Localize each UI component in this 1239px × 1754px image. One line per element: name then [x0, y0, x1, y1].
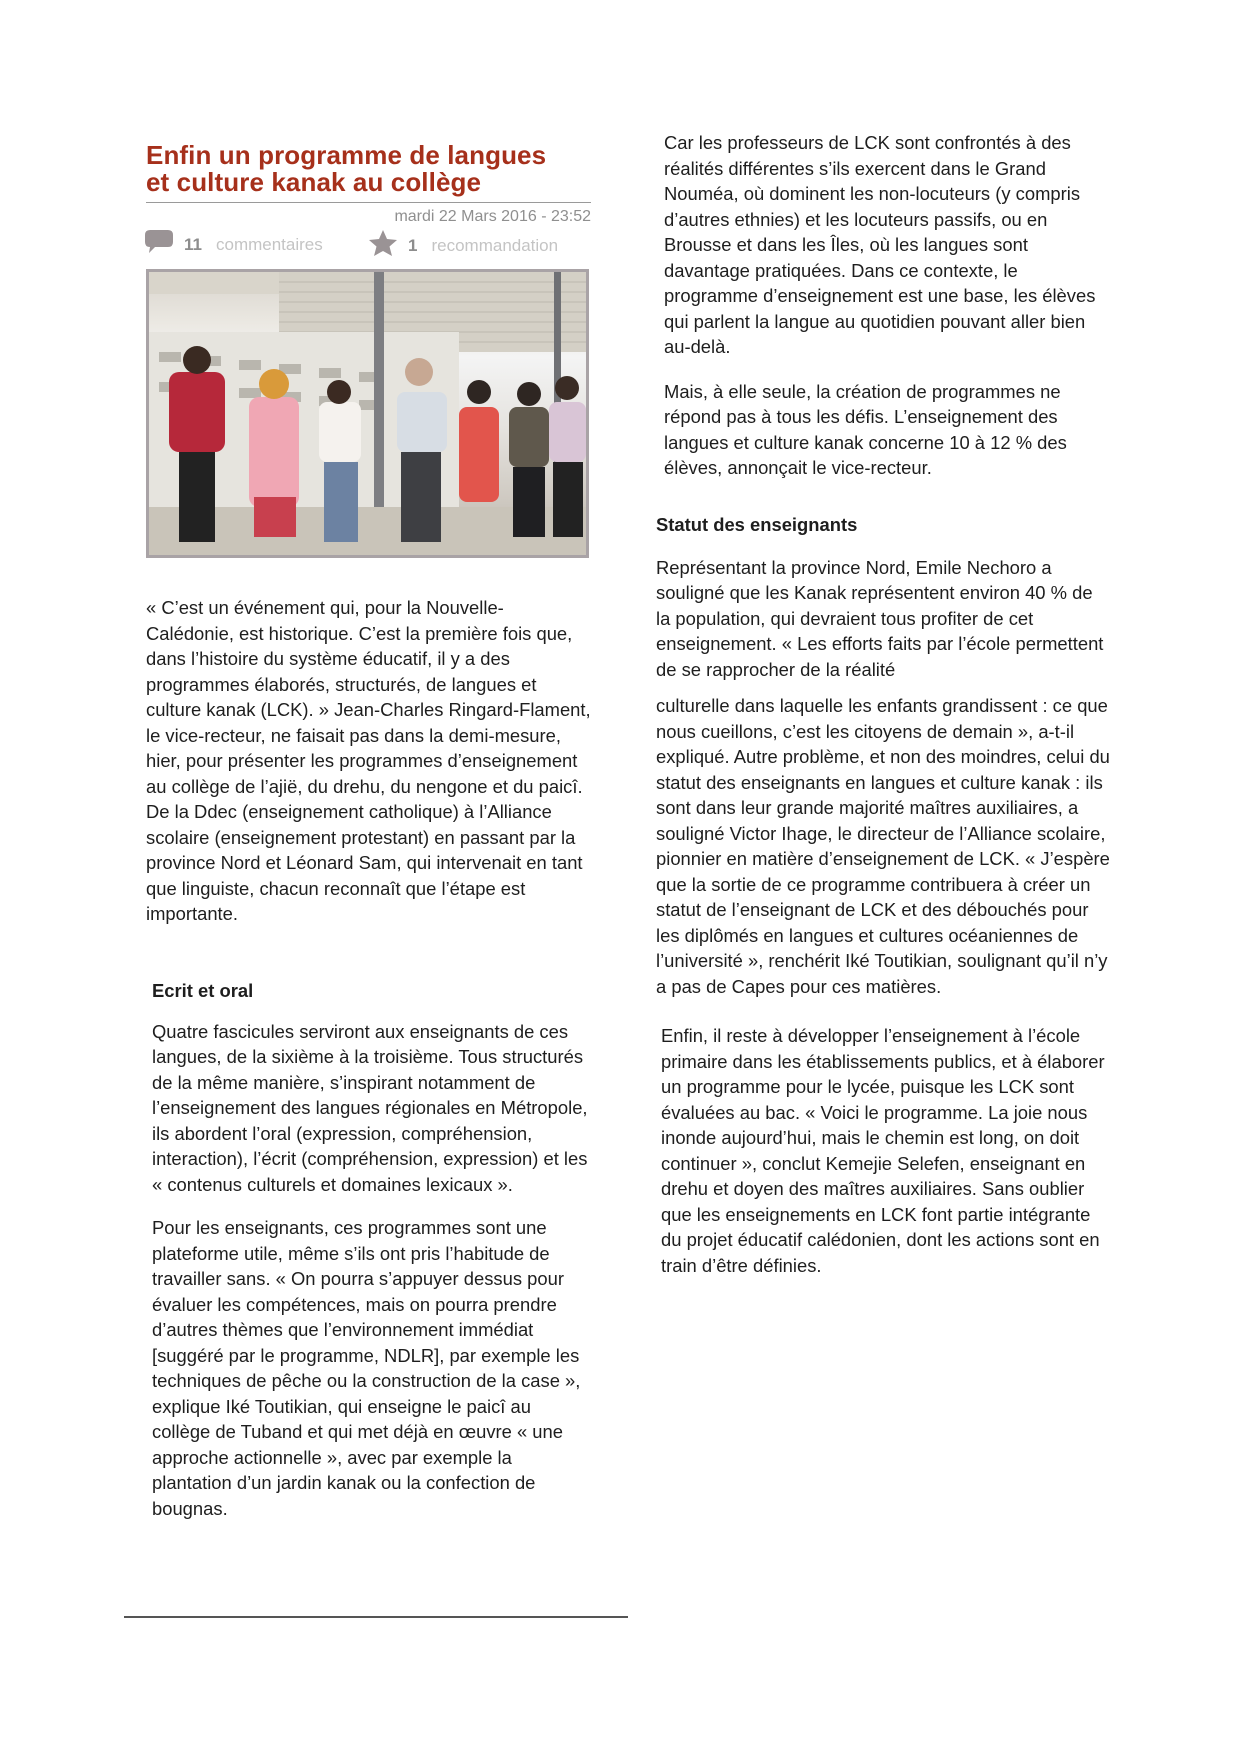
speech-bubble-icon [144, 229, 174, 260]
recommendations-label: recommandation [431, 235, 559, 255]
paragraph-defis: Mais, à elle seule, la création de programmes ne répond pas à tous les défis. L’enseignement des langues et culture kanak concerne 10 à 12 % des élèves, annonçait le vice-recteur. [664, 380, 1067, 478]
comments-label: commentaires [215, 234, 323, 254]
article-date: mardi 22 Mars 2016 - 23:52 [394, 208, 591, 225]
section-heading-statut: Statut des enseignants [656, 513, 858, 535]
comments-link[interactable] [144, 229, 323, 260]
article-meta [146, 229, 591, 259]
title-line-1: Enfin un programme de langues [146, 140, 547, 170]
paragraph-province-nord: Représentant la province Nord, Emile Nechoro a souligné que les Kanak représentent environ 40 % de la population, qui devraient tous profiter de cet enseignement. « Les efforts faits par l’école permettent de se rapprocher de la réalité [656, 556, 1104, 680]
paragraph-realites: Car les professeurs de LCK sont confrontés à des réalités différentes s’ils exercent dans le Grand Nouméa, où dominent les non-locuteurs (y compris d’autres ethnies) et les locuteurs passifs, ou en Brousse et dans les Îles, où les langues sont davantage pratiquées. Dans ce contexte, le programme d’enseignement est une base, les élèves qui parlent la langue au quotidien pouvant aller bien au-delà. [664, 132, 1096, 357]
paragraph-intro: « C’est un événement qui, pour la Nouvelle-Calédonie, est historique. C’est la première fois que, dans l’histoire du système éducatif, il y a des programmes élaborés, structurés, de langues et culture kanak (LCK). » Jean-Charles Ringard-Flament, le vice-recteur, ne faisait pas dans la demi-mesure, hier, pour présenter les programmes d’enseignement au collège de l’ajië, du drehu, du nengone et du paicî. De la Ddec (enseignement catholique) à l’Alliance scolaire (enseignement protestant) en passant par la province Nord et Léonard Sam, qui intervenait en tant que linguiste, chacun reconnaît que l’étape est importante. [146, 597, 591, 924]
recommendations-link[interactable] [368, 229, 558, 262]
paragraph-conclusion: Enfin, il reste à développer l’enseignement à l’école primaire dans les établissements publics, et à élaborer un programme pour le lycée, puisque les LCK sont évaluées au bac. « Voici le programme. La joie nous inonde aujourd’hui, mais le chemin est long, on doit continuer », conclut Kemejie Selefen, enseignant en drehu et doyen des maîtres auxiliaires. Sans oublier que les enseignements en LCK font partie intégrante du projet éducatif calédonien, dont les actions sont en train d’être définies. [661, 1025, 1105, 1276]
section-heading-ecrit-et-oral: Ecrit et oral [152, 979, 254, 1001]
comments-count: 11 [184, 234, 202, 254]
article-title [146, 142, 591, 196]
article-photo [146, 269, 589, 558]
left-column [146, 142, 591, 1521]
column-bottom-rule [124, 1616, 628, 1618]
recommendations-count: 1 [408, 235, 418, 255]
paragraph-fascicules: Quatre fascicules serviront aux enseignants de ces langues, de la sixième à la troisième. Tous structurés de la même manière, s’inspirant notamment de l’enseignement des langues régionales en Métropole, ils abordent l’oral (expression, compréhension, interaction), l’écrit (compréhension, expression) et les « contenus culturels et domaines lexicaux ». [152, 1020, 588, 1195]
paragraph-enseignants: Pour les enseignants, ces programmes sont une plateforme utile, même s’ils ont pris l’habitude de travailler sans. « On pourra s’appuyer dessus pour évaluer les compétences, mais on pourra prendre d’autres thèmes que l’environnement immédiat [suggéré par le programme, NDLR], par exemple les techniques de pêche ou la construction de la case », explique Iké Toutikian, qui enseigne le paicî au collège de Tuband et qui met déjà en œuvre « une approche actionnelle », avec par exemple la plantation d’un jardin kanak ou la confection de bougnas. [152, 1217, 581, 1519]
right-column [656, 130, 1111, 1278]
group-photo-illustration [149, 272, 586, 555]
title-line-2: et culture kanak au collège [146, 167, 482, 197]
paragraph-statut-continuation: culturelle dans laquelle les enfants grandissent : ce que nous cueillons, c’est les citoyens de demain », a-t-il expliqué. Autre problème, et non des moindres, celui du statut des enseignants en langues et culture kanak : ils sont dans leur grande majorité maîtres auxiliaires, a souligné Victor Ihage, le directeur de l’Alliance scolaire, pionnier en matière d’enseignement de LCK. « J’espère que la sortie de ce programme contribuera à créer un statut de l’enseignant de LCK et des débouchés pour les diplômés en langues et cultures océaniennes de l’université », renchérit Iké Toutikian, soulignant qu’il n’y a pas de Capes pour ces matières. [656, 695, 1110, 997]
title-divider [146, 202, 591, 203]
star-icon [368, 229, 398, 262]
